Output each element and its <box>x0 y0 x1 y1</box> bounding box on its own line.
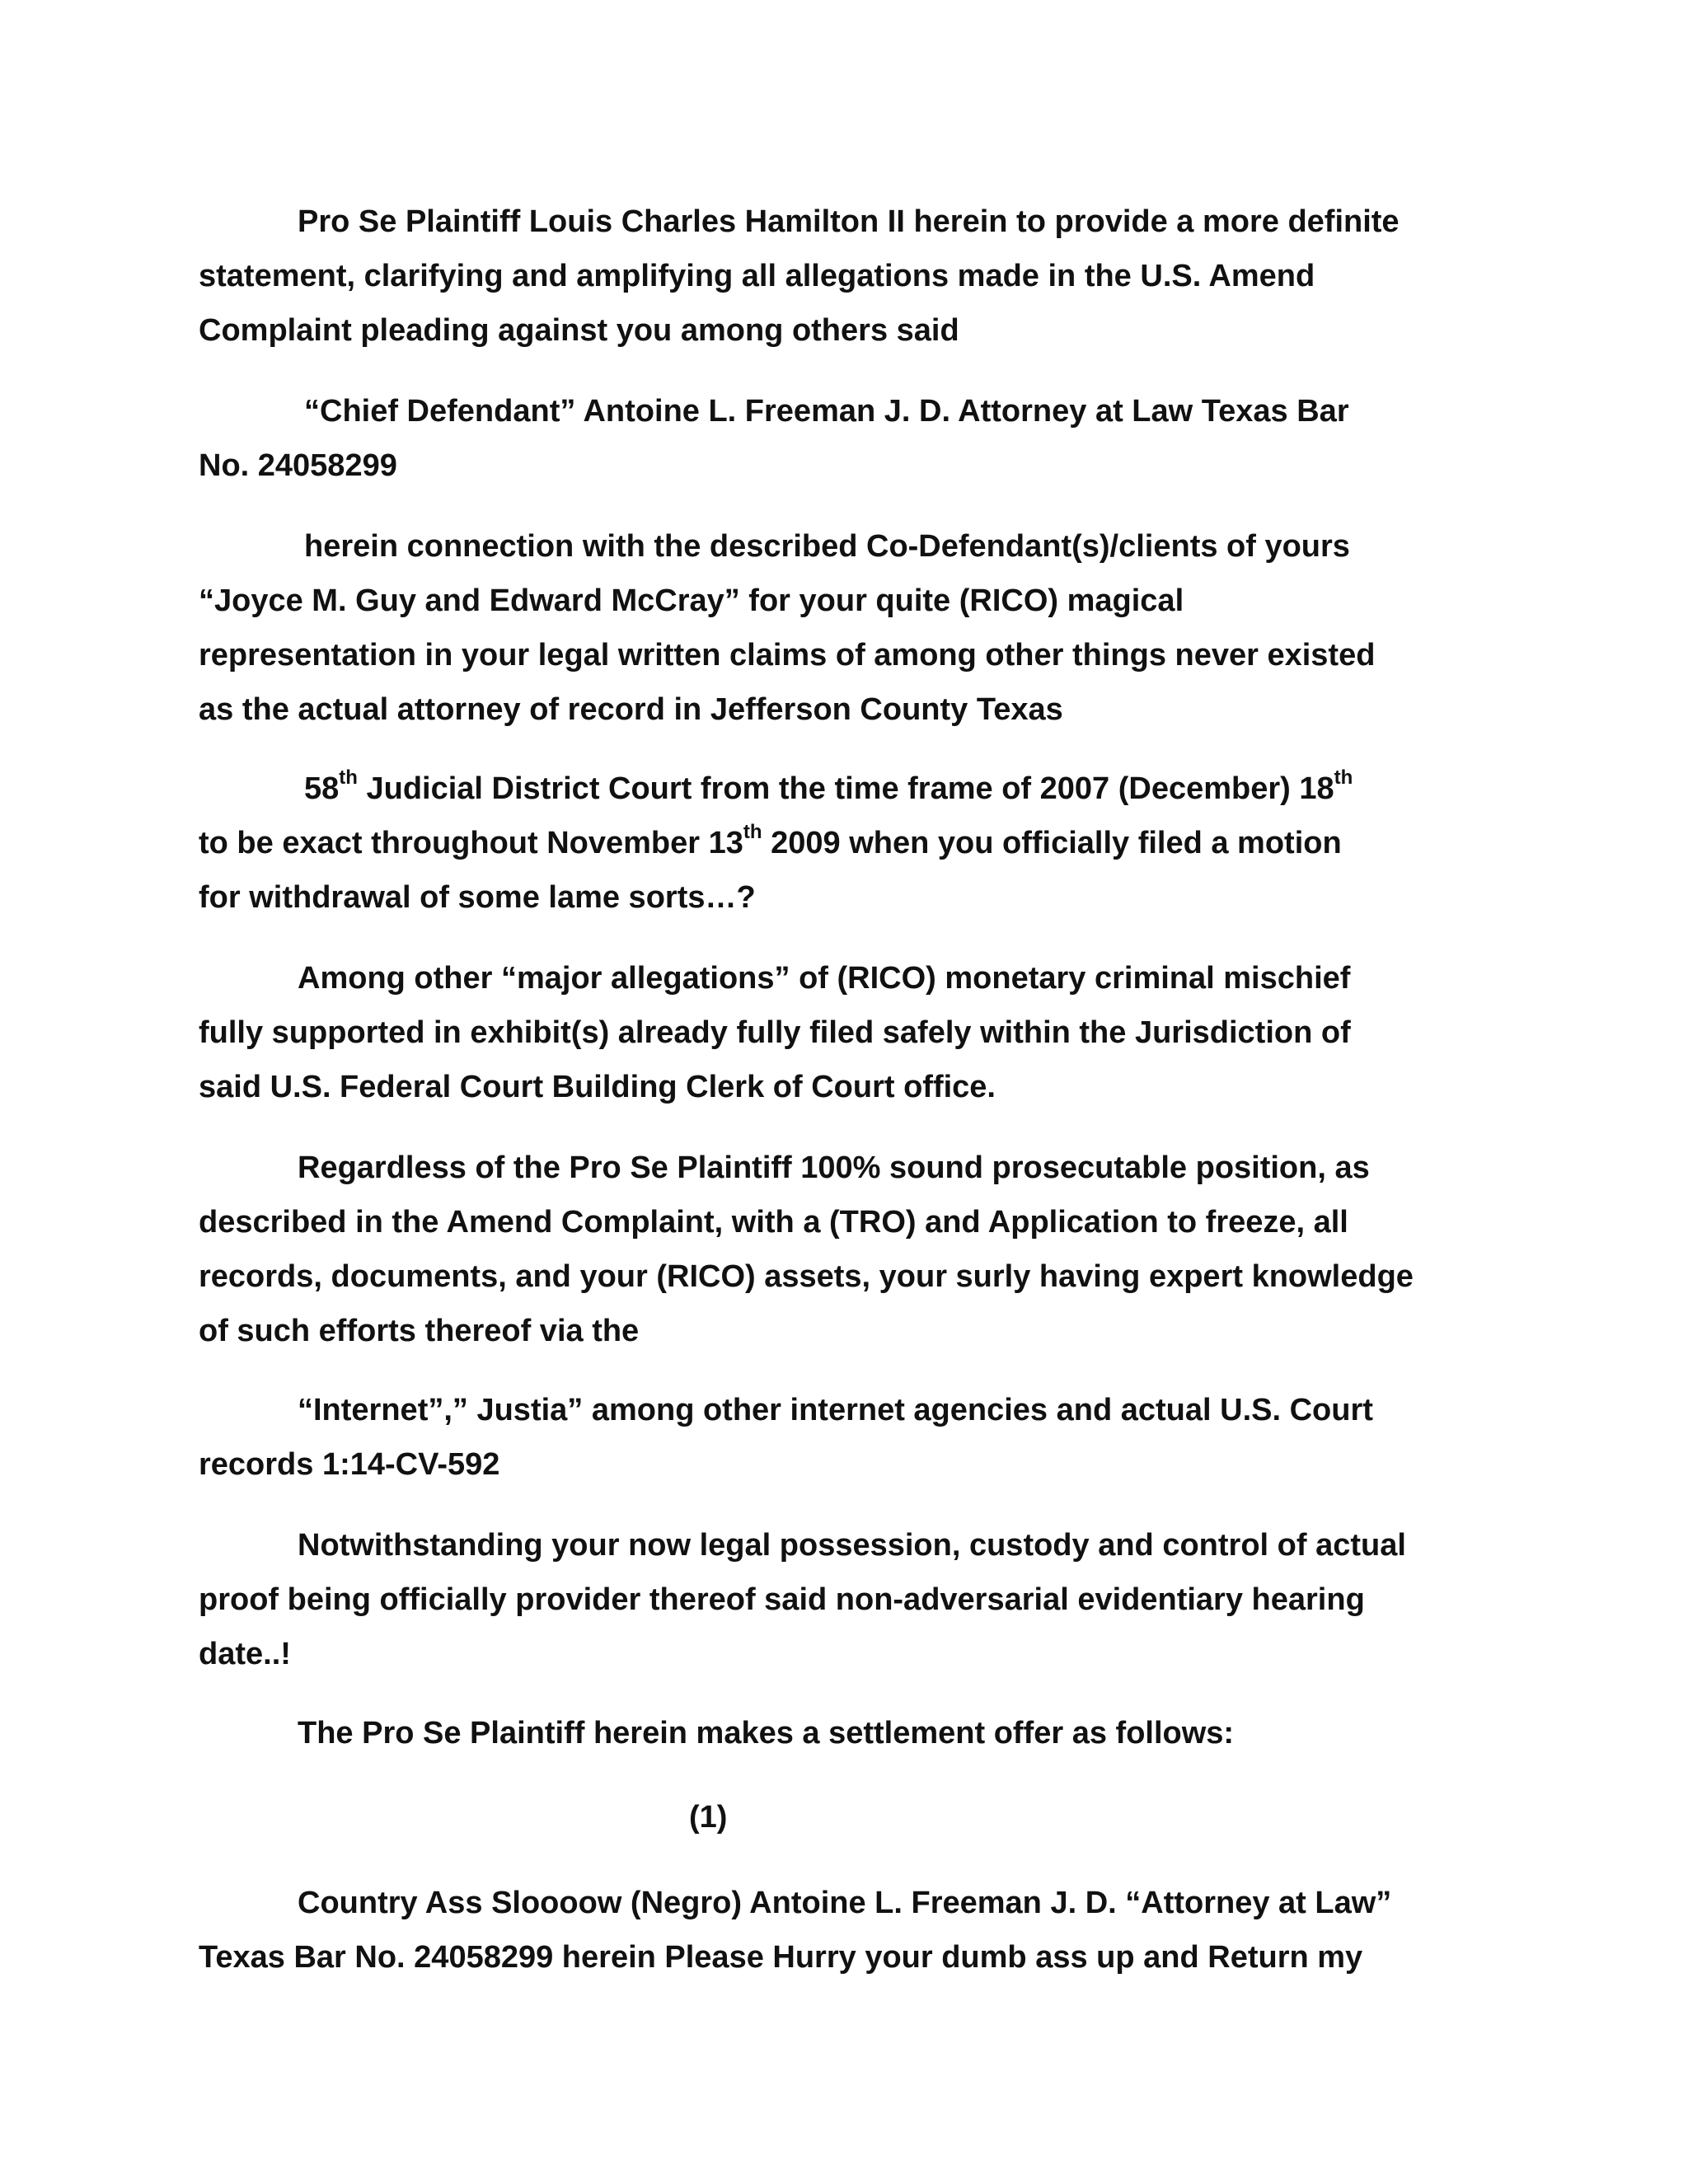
text-segment: 58 <box>304 771 340 806</box>
paragraph-item-one <box>199 1876 1501 1985</box>
text-line: described in the Amend Complaint, with a (TRO) and Application to freeze, all <box>199 1205 1348 1240</box>
text-line: “Chief Defendant” Antoine L. Freeman J. D. Attorney at Law Texas Bar <box>304 394 1349 429</box>
text-line: records 1:14-CV-592 <box>199 1447 500 1482</box>
text-line: No. 24058299 <box>199 448 397 483</box>
text-segment: 2009 when you officially filed a motion <box>762 826 1342 860</box>
paragraph-co-defendants <box>199 519 1501 737</box>
text-line: Country Ass Sloooow (Negro) Antoine L. Freeman J. D. “Attorney at Law” <box>298 1886 1392 1920</box>
text-line: Among other “major allegations” of (RICO) monetary criminal mischief <box>298 961 1351 996</box>
paragraph-notwithstanding <box>199 1518 1501 1681</box>
text-line <box>199 816 1501 870</box>
text-line: fully supported in exhibit(s) already fully filed safely within the Jurisdiction of <box>199 1015 1351 1050</box>
paragraph-allegations <box>199 951 1501 1114</box>
text-line: date..! <box>199 1637 291 1671</box>
text-line: proof being officially provider thereof said non-adversarial evidentiary hearing <box>199 1582 1365 1617</box>
superscript: th <box>743 821 762 844</box>
superscript: th <box>339 766 358 790</box>
paragraph-internet <box>199 1383 1501 1492</box>
text-line: Complaint pleading against you among others said <box>199 313 959 348</box>
text-line: statement, clarifying and amplifying all allegations made in the U.S. Amend <box>199 259 1315 293</box>
text-line: said U.S. Federal Court Building Clerk of Court office. <box>199 1070 996 1104</box>
text-line: representation in your legal written claims of among other things never existed <box>199 638 1376 673</box>
text-line: records, documents, and your (RICO) assets, your surly having expert knowledge <box>199 1259 1414 1294</box>
text-segment: to be exact throughout November 13 <box>199 826 743 860</box>
item-number-label: (1) <box>689 1800 728 1835</box>
text-line: for withdrawal of some lame sorts…? <box>199 880 756 915</box>
paragraph-district-court <box>199 762 1501 925</box>
paragraph-chief-defendant <box>199 384 1501 493</box>
paragraph-intro <box>199 194 1501 358</box>
text-line: herein connection with the described Co-Defendant(s)/clients of yours <box>304 529 1350 564</box>
text-line: of such efforts thereof via the <box>199 1314 640 1348</box>
text-line: “Joyce M. Guy and Edward McCray” for your quite (RICO) magical <box>199 583 1184 618</box>
text-line: “Internet”,” Justia” among other internet agencies and actual U.S. Court <box>298 1393 1373 1427</box>
text-line: as the actual attorney of record in Jefferson County Texas <box>199 692 1063 727</box>
text-line: Regardless of the Pro Se Plaintiff 100% sound prosecutable position, as <box>298 1151 1370 1185</box>
text-line: Pro Se Plaintiff Louis Charles Hamilton II herein to provide a more definite <box>298 204 1400 239</box>
superscript: th <box>1334 766 1353 790</box>
paragraph-settlement-offer <box>199 1706 1501 1760</box>
paragraph-regardless <box>199 1141 1501 1358</box>
text-line: Notwithstanding your now legal possession, custody and control of actual <box>298 1528 1406 1563</box>
text-line: Texas Bar No. 24058299 herein Please Hurry your dumb ass up and Return my <box>199 1940 1363 1975</box>
text-line <box>199 762 1501 816</box>
text-line: The Pro Se Plaintiff herein makes a settlement offer as follows: <box>298 1716 1235 1750</box>
text-segment: Judicial District Court from the time frame of 2007 (December) 18 <box>357 771 1334 806</box>
item-number <box>199 1790 1501 1844</box>
